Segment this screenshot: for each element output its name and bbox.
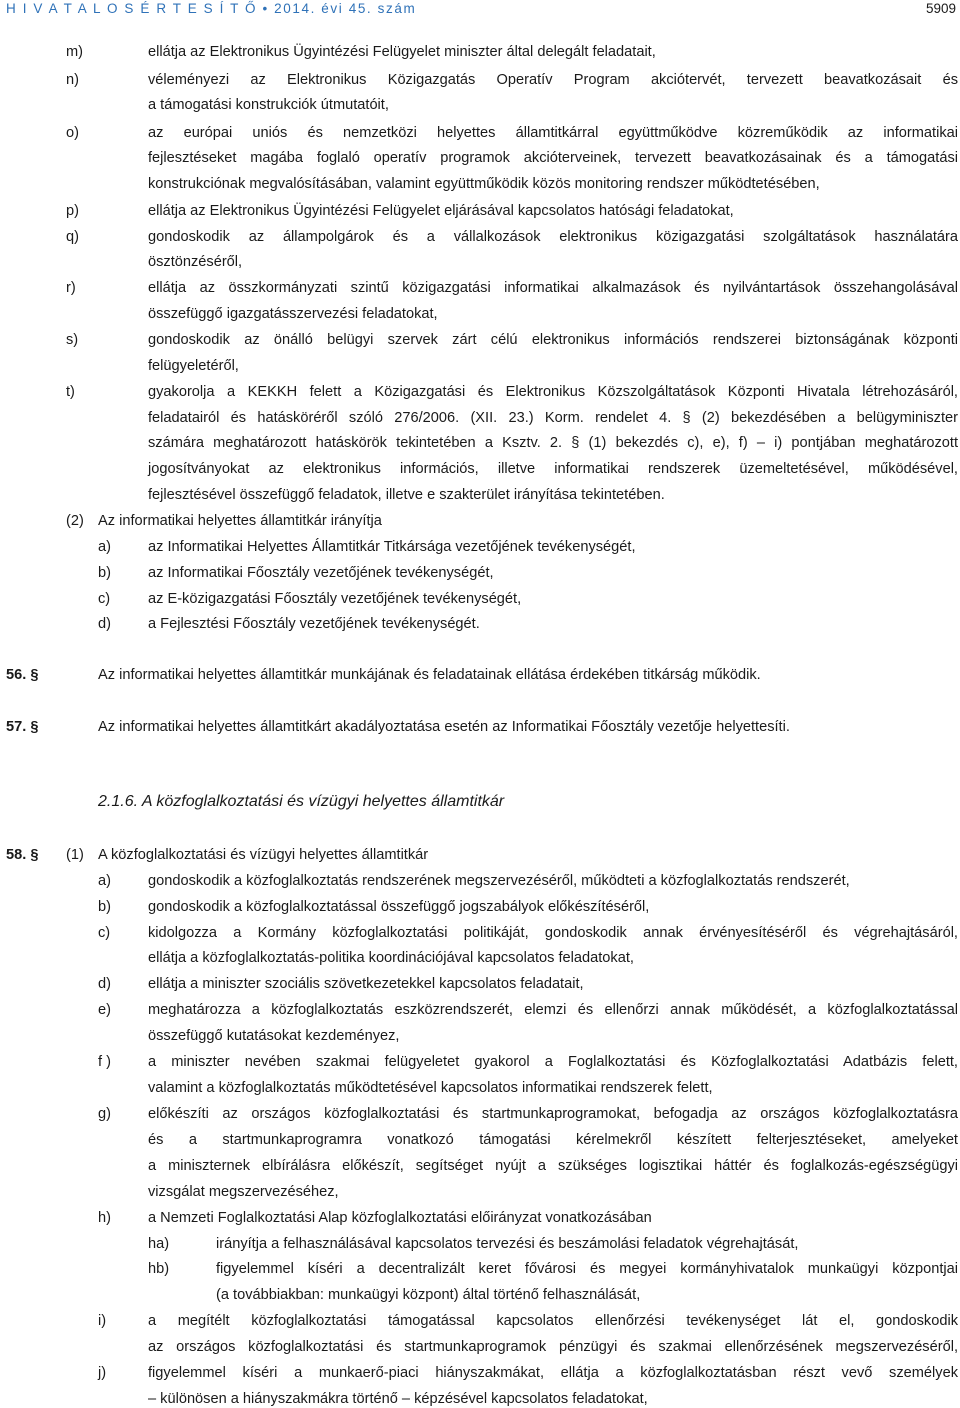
text-line: a Fejlesztési Főosztály vezetőjének tevékenységét.: [148, 616, 480, 632]
item-label: n): [66, 72, 79, 88]
text-line: gyakorolja a KEKKH felett a Közigazgatási és Elektronikus Közszolgáltatások Központi Hivatala létrehozásáról,: [148, 384, 958, 400]
text-line: ellátja az összkormányzati szintű közigazgatási informatikai alkalmazások és nyilvántartások összehangolásával: [148, 280, 958, 296]
text-line: konstrukciónak megvalósításában, valamint együttműködik közös monitoring rendszer működtetésében,: [148, 176, 820, 192]
text-line: figyelemmel kíséri a decentralizált keret fővárosi és megyei kormányhivatalok munkaügyi központjai: [216, 1261, 958, 1277]
item-label: d): [98, 616, 111, 632]
paragraph-number: (1): [66, 847, 84, 863]
page-header: [0, 0, 960, 20]
text-line: számára meghatározott hatáskörök tekintetében a Ksztv. 2. § (1) bekezdés c), e), f) – i) pontjában meghatározott: [148, 435, 958, 451]
text-line: ellátja az Elektronikus Ügyintézési Felügyelet eljárásával kapcsolatos hatósági feladatokat,: [148, 203, 734, 219]
text-line: ellátja az Elektronikus Ügyintézési Felügyelet miniszter által delegált feladatait,: [148, 44, 656, 60]
text-line: ösztönzéséről,: [148, 254, 243, 270]
text-line: az európai uniós és nemzetközi helyettes államtitkárral együttműködve közreműködik az informatikai: [148, 125, 958, 141]
item-label: r): [66, 280, 76, 296]
text-line: az Informatikai Főosztály vezetőjének tevékenységét,: [148, 565, 494, 581]
text-line: Az informatikai helyettes államtitkár irányítja: [98, 513, 382, 529]
text-line: vizsgálat megszervezéséhez,: [148, 1184, 339, 1200]
text-line: az országos közfoglalkoztatási és startmunkaprogramok pénzügyi és szakmai ellenőrzésének megszervezéséről,: [148, 1339, 958, 1355]
text-line: gondoskodik a közfoglalkoztatás rendszerének megszervezéséről, működteti a közfoglalkoztatás rendszerét,: [148, 873, 850, 889]
text-line: a miniszter nevében szakmai felügyeletet gyakorol a Foglalkoztatási és Közfoglalkoztatási Adatbázis felett,: [148, 1054, 958, 1070]
text-line: – különösen a hiányszakmákra történő – képzésével kapcsolatos feladatokat,: [148, 1391, 648, 1407]
text-line: a Nemzeti Foglalkoztatási Alap közfoglalkoztatási előirányzat vonatkozásában: [148, 1210, 652, 1226]
text-line: előkészíti az országos közfoglalkoztatási és startmunkaprogramokat, befogadja az országos közfoglalkoztatásra: [148, 1106, 958, 1122]
text-line: Az informatikai helyettes államtitkár munkájának és feladatainak ellátása érdekében titkárság működik.: [98, 667, 761, 683]
item-label: m): [66, 44, 84, 60]
item-label: b): [98, 899, 111, 915]
text-line: a megítélt közfoglalkoztatási támogatással kapcsolatos ellenőrzési tevékenységet lát el, gondoskodik: [148, 1313, 958, 1329]
text-line: meghatározza a közfoglalkoztatás eszközrendszerét, elemzi és ellenőrzi annak működését, a közfoglalkoztatással: [148, 1002, 958, 1018]
item-label: h): [98, 1210, 111, 1226]
item-label: a): [98, 873, 111, 889]
text-line: A közfoglalkoztatási és vízügyi helyettes államtitkár: [98, 847, 429, 863]
section-number: 58. §: [6, 847, 39, 863]
text-line: véleményezi az Elektronikus Közigazgatás Operatív Program akciótervét, tervezett beavatkozásait és: [148, 72, 958, 88]
item-label: c): [98, 591, 111, 607]
text-line: és a startmunkaprogramra vonatkozó támogatási kérelmekről készített felterjesztéseket, amelyeket: [148, 1132, 958, 1148]
text-line: az Informatikai Helyettes Államtitkár Titkársága vezetőjének tevékenységét,: [148, 539, 636, 555]
item-label: e): [98, 1002, 111, 1018]
item-label: c): [98, 925, 111, 941]
item-label: ha): [148, 1236, 170, 1252]
text-line: felügyeletéről,: [148, 358, 239, 374]
text-line: fejlesztéseket magába foglaló operatív programok akcióterveinek, tervezett beavatkozásainak és a támogatási: [148, 150, 958, 166]
item-label: f ): [98, 1054, 111, 1070]
item-label: a): [98, 539, 111, 555]
section-number: 56. §: [6, 667, 39, 683]
item-label: i): [98, 1313, 107, 1329]
item-label: q): [66, 229, 79, 245]
section-heading: 2.1.6. A közfoglalkoztatási és vízügyi helyettes államtitkár: [98, 793, 505, 810]
text-line: összefüggő igazgatásszervezési feladatokat,: [148, 306, 438, 322]
item-label: hb): [148, 1261, 170, 1277]
text-line: gondoskodik a közfoglalkoztatással összefüggő jogszabályok előkészítéséről,: [148, 899, 650, 915]
text-line: Az informatikai helyettes államtitkárt akadályoztatása esetén az Informatikai Főosztály vezetője helyettesíti.: [98, 719, 790, 735]
text-line: figyelemmel kíséri a munkaerő-piaci hiányszakmákat, ellátja a közfoglalkoztatásban részt vevő személyek: [148, 1365, 958, 1381]
text-line: kidolgozza a Kormány közfoglalkoztatási politikáját, gondoskodik annak érvényesítéséről és végrehajtásáról,: [148, 925, 958, 941]
text-line: ellátja a közfoglalkoztatás-politika koordinációjával kapcsolatos feladatokat,: [148, 950, 634, 966]
item-label: g): [98, 1106, 111, 1122]
item-label: p): [66, 203, 79, 219]
text-line: az E-közigazgatási Főosztály vezetőjének tevékenységét,: [148, 591, 522, 607]
item-label: j): [98, 1365, 107, 1381]
text-line: (a továbbiakban: munkaügyi központ) által történő felhasználását,: [216, 1287, 641, 1303]
text-line: valamint a közfoglalkoztatás működtetésével kapcsolatos informatikai rendszerek felett,: [148, 1080, 713, 1096]
item-label: o): [66, 125, 79, 141]
page-number: 5909: [925, 1, 956, 16]
text-line: fejlesztésével összefüggő feladatok, illetve e szakterület irányítása tekintetében.: [148, 487, 665, 503]
text-line: összefüggő kutatásokat kezdeményez,: [148, 1028, 400, 1044]
text-line: gondoskodik az önálló belügyi szervek zárt célú elektronikus információs rendszerei biztonságának központi: [148, 332, 958, 348]
section-number: 57. §: [6, 719, 39, 735]
text-line: ellátja a miniszter szociális szövetkezetekkel kapcsolatos feladatait,: [148, 976, 584, 992]
text-line: jogosítványokat az elektronikus információs, illetve informatikai rendszerek üzemeltetésével, működésével,: [148, 461, 958, 477]
item-label: d): [98, 976, 111, 992]
text-line: gondoskodik az állampolgárok és a vállalkozások elektronikus közigazgatási szolgáltatások használatára: [148, 229, 958, 245]
item-label: t): [66, 384, 75, 400]
publication-title: H I V A T A L O S É R T E S Í T Ő • 2014. évi 45. szám: [6, 1, 417, 16]
item-label: b): [98, 565, 111, 581]
text-line: a miniszternek elbírálásra előkészít, segítséget nyújt a szükséges logisztikai háttér és foglalkozás-egészségügyi: [148, 1158, 958, 1174]
item-label: s): [66, 332, 79, 348]
text-line: feladatairól és hatásköréről szóló 276/2006. (XII. 23.) Korm. rendelet 4. § (2) bekezdésében a belügyminiszter: [148, 410, 958, 426]
text-line: a támogatási konstrukciók útmutatóit,: [148, 97, 389, 113]
item-label: (2): [66, 513, 84, 529]
text-line: irányítja a felhasználásával kapcsolatos tervezési és beszámolási feladatok végrehajtását,: [216, 1236, 799, 1252]
